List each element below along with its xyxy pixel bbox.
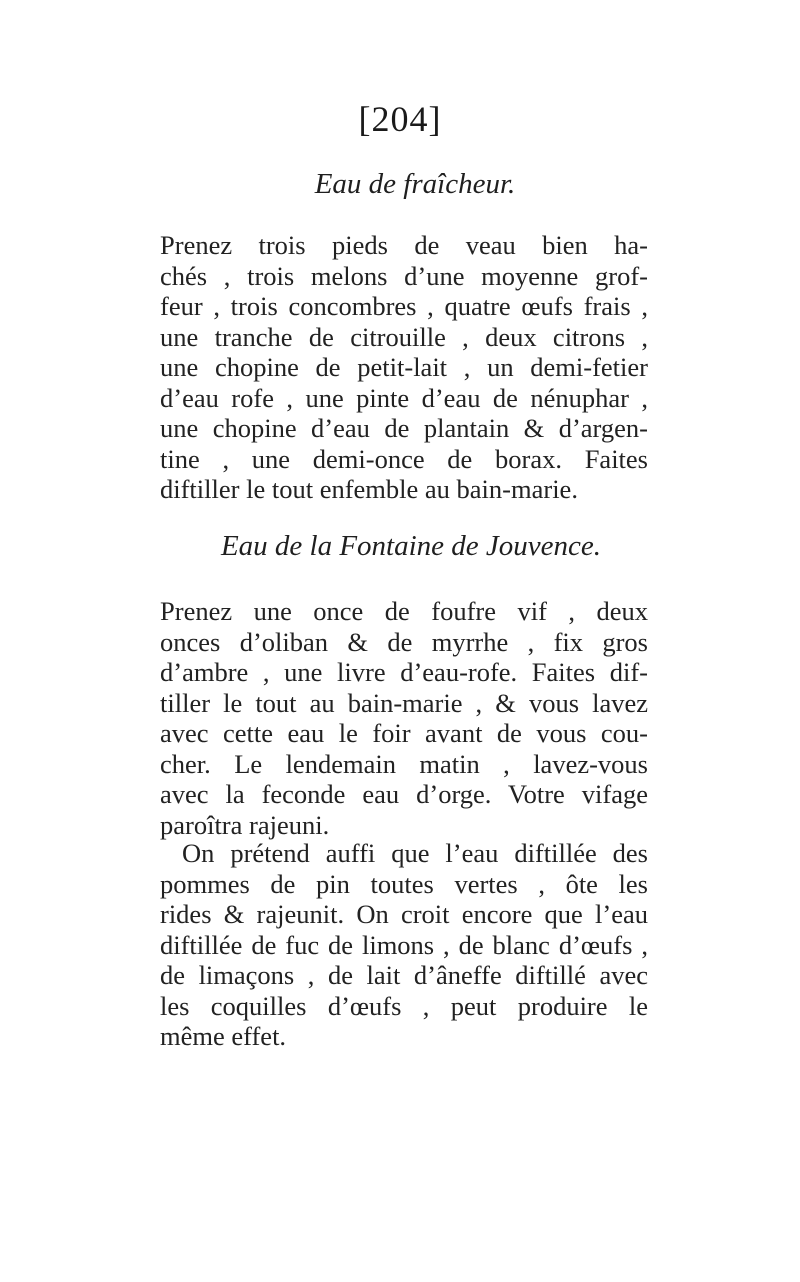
text-line: chés , trois melons d’une moyenne grof- (160, 260, 648, 291)
text-line: paroîtra rajeuni. (160, 809, 330, 840)
text-line: diftiller le tout enfemble au bain-marie. (160, 474, 578, 504)
text-line: onces d’oliban & de myrrhe , fix gros (160, 626, 648, 657)
text-line: d’eau rofe , une pinte d’eau de nénuphar , (160, 382, 648, 413)
text-line: Prenez trois pieds de veau bien ha- (160, 230, 648, 260)
text-line: une chopine de petit-lait , un demi-fetier (160, 352, 648, 382)
text-line: avec la feconde eau d’orge. Votre vifage (160, 779, 648, 809)
text-line: Prenez une once de foufre vif , deux (160, 596, 648, 626)
text-line: les coquilles d’œufs , peut produire le (160, 990, 648, 1021)
text-line: même effet. (160, 1021, 287, 1051)
paragraph-eau-de-fraicheur (160, 230, 648, 505)
text-line: pommes de pin toutes vertes , ôte les (160, 868, 648, 899)
text-line: cher. Le lendemain matin , lavez-vous (160, 748, 648, 779)
text-line: avec cette eau le foir avant de vous cou- (160, 718, 648, 748)
text-line: de limaçons , de lait d’âneffe diftillé avec (160, 960, 648, 990)
text-line: tine , une demi-once de borax. Faites (160, 443, 648, 474)
text-line: rides & rajeunit. On croit encore que l’eau (160, 899, 648, 929)
paragraph-fontaine-de-jouvence-2 (160, 838, 648, 1052)
text-line: une tranche de citrouille , deux citrons , (160, 321, 648, 352)
text-line: feur , trois concombres , quatre œufs frais , (160, 291, 648, 321)
text-line: On prétend auffi que l’eau diftillée des (182, 838, 648, 868)
text-line: une chopine d’eau de plantain & d’argen- (160, 413, 648, 443)
section-title-eau-de-fraicheur: Eau de fraîcheur. (314, 168, 516, 200)
paragraph-fontaine-de-jouvence-1 (160, 596, 648, 840)
text-line: tiller le tout au bain-marie , & vous lavez (160, 687, 648, 718)
text-line: d’ambre , une livre d’eau-rofe. Faites dif- (160, 657, 648, 687)
text-line: diftillée de fuc de limons , de blanc d’œufs , (160, 929, 648, 960)
section-title-fontaine-de-jouvence: Eau de la Fontaine de Jouvence. (220, 530, 602, 562)
page-number: [204] (358, 99, 442, 139)
